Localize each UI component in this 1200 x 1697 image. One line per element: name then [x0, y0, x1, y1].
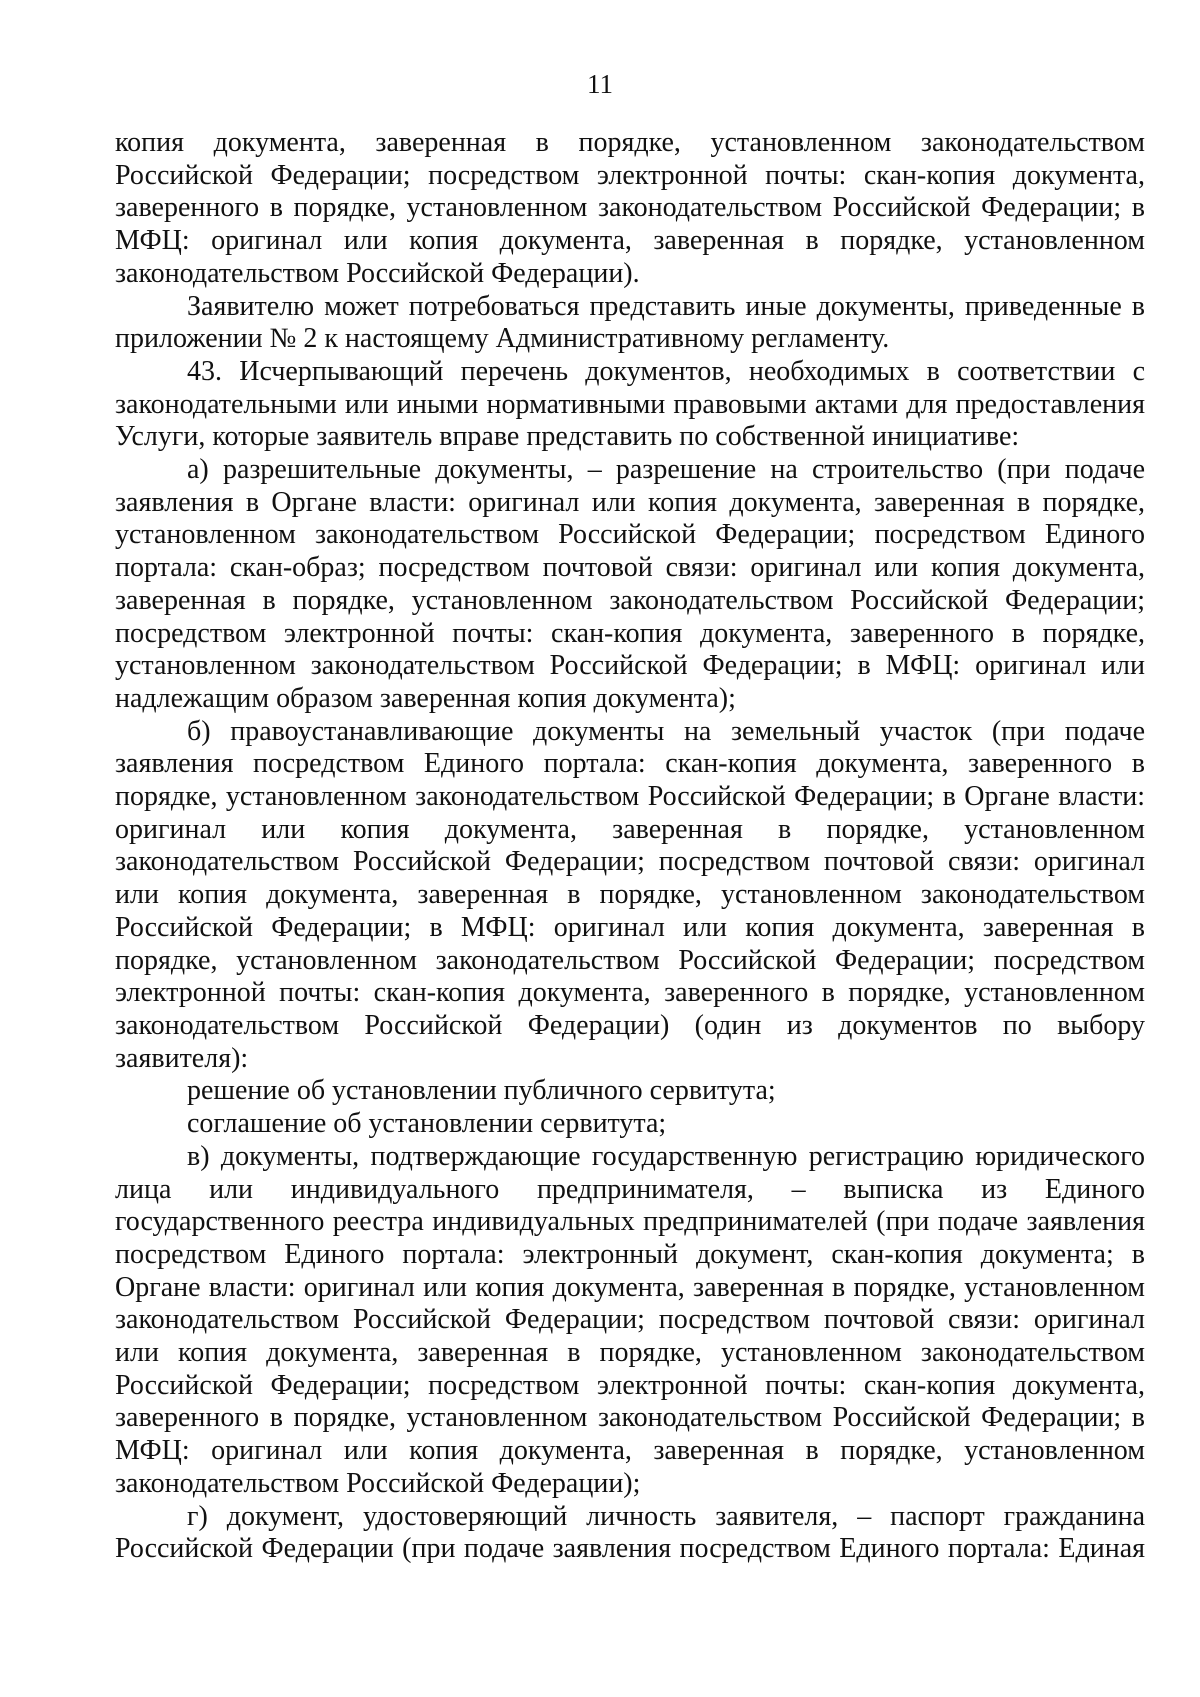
- list-item-public-servitude: решение об установлении публичного сервитута;: [187, 1075, 776, 1107]
- paragraph-item-43: 43. Исчерпывающий перечень документов, необходимых в соответствии с законодательными или иными нормативными правовыми актами для предоставления Услуги, которые заявитель вправе представить по собственной инициативе:: [115, 355, 1145, 453]
- list-item-servitude-agreement: соглашение об установлении сервитута;: [187, 1108, 667, 1140]
- paragraph-subitem-g: г) документ, удостоверяющий личность заявителя, – паспорт гражданина Российской Федерации (при подаче заявления посредством Единого портала: Единая: [115, 1500, 1145, 1565]
- page-number: 11: [587, 69, 613, 99]
- document-body: [115, 127, 1145, 1566]
- paragraph-additional-documents: Заявителю может потребоваться представить иные документы, приведенные в приложении № 2 к настоящему Административному регламенту.: [115, 290, 1145, 355]
- paragraph-subitem-b: б) правоустанавливающие документы на земельный участок (при подаче заявления посредством Единого портала: скан-копия документа, заверенного в порядке, установленном законодательством Российской Федерации; в Органе власти: оригинал или копия документа, заверенная в порядке, установленном законодательством Российской Федерации; посредством почтовой связи: оригинал или копия документа, заверенная в порядке, установленном законодательством Российской Федерации; в МФЦ: оригинал или копия документа, заверенная в порядке, установленном законодательством Российской Федерации; посредством электронной почты: скан-копия документа, заверенного в порядке, установленном законодательством Российской Федерации) (один из документов по выбору заявителя):: [115, 715, 1145, 1074]
- paragraph-continuation: копия документа, заверенная в порядке, установленном законодательством Российской Федерации; посредством электронной почты: скан-копия документа, заверенного в порядке, установленном законодательством Российской Федерации; в МФЦ: оригинал или копия документа, заверенная в порядке, установленном законодательством Российской Федерации).: [115, 127, 1145, 289]
- paragraph-subitem-a: а) разрешительные документы, – разрешение на строительство (при подаче заявления в Органе власти: оригинал или копия документа, заверенная в порядке, установленном законодательством Российской Федерации; посредством Единого портала: скан-образ; посредством почтовой связи: оригинал или копия документа, заверенная в порядке, установленном законодательством Российской Федерации; посредством электронной почты: скан-копия документа, заверенного в порядке, установленном законодательством Российской Федерации; в МФЦ: оригинал или надлежащим образом заверенная копия документа);: [115, 454, 1145, 714]
- paragraph-subitem-v: в) документы, подтверждающие государственную регистрацию юридического лица или индивидуального предпринимателя, – выписка из Единого государственного реестра индивидуальных предпринимателей (при подаче заявления посредством Единого портала: электронный документ, скан-копия документа; в Органе власти: оригинал или копия документа, заверенная в порядке, установленном законодательством Российской Федерации; посредством почтовой связи: оригинал или копия документа, заверенная в порядке, установленном законодательством Российской Федерации; посредством электронной почты: скан-копия документа, заверенного в порядке, установленном законодательством Российской Федерации; в МФЦ: оригинал или копия документа, заверенная в порядке, установленном законодательством Российской Федерации);: [115, 1140, 1145, 1499]
